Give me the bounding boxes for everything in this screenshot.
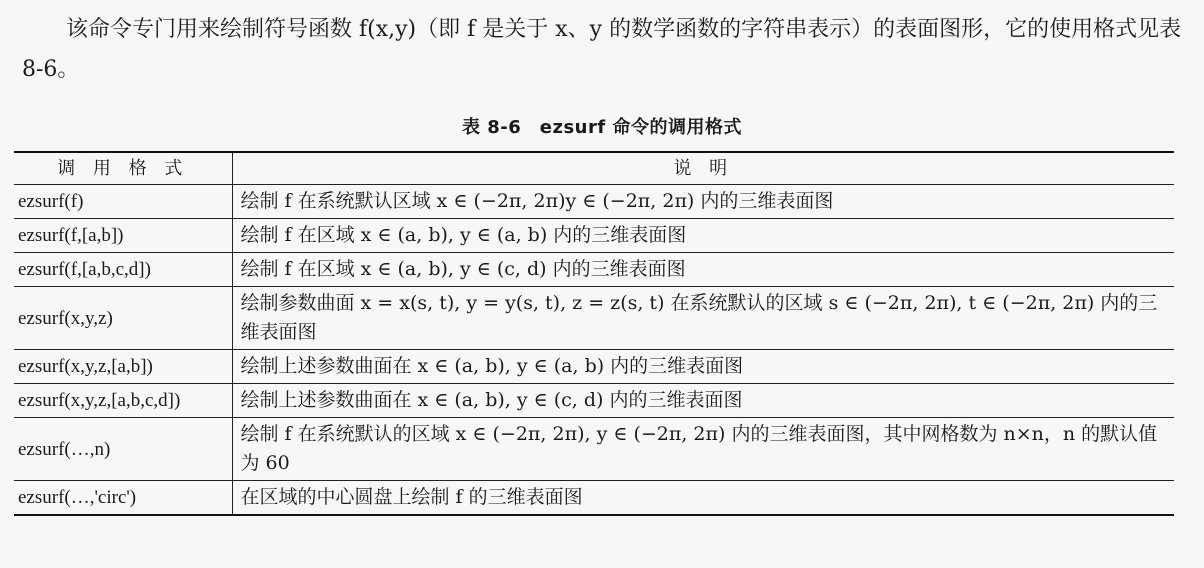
table-caption: 表 8-6 ezsurf 命令的调用格式 [462, 117, 742, 138]
table-row [14, 384, 1174, 418]
call-format-cell: ezsurf(x,y,z,[a,b,c,d]) [14, 384, 232, 418]
call-format-cell: ezsurf(x,y,z) [14, 287, 232, 350]
table-row [14, 219, 1174, 253]
call-format-cell: ezsurf(x,y,z,[a,b]) [14, 350, 232, 384]
description-cell: 绘制 f 在区域 x ∈ (a, b), y ∈ (a, b) 内的三维表面图 [232, 219, 1174, 253]
table-row [14, 185, 1174, 219]
ezsurf-format-table [14, 151, 1174, 516]
header-description: 说 明 [232, 152, 1174, 185]
table-row [14, 418, 1174, 481]
call-format-cell: ezsurf(f) [14, 185, 232, 219]
call-format-cell: ezsurf(…,n) [14, 418, 232, 481]
table-header-row [14, 152, 1174, 185]
description-cell: 绘制 f 在区域 x ∈ (a, b), y ∈ (c, d) 内的三维表面图 [232, 253, 1174, 287]
intro-paragraph [22, 10, 1182, 90]
header-call-format: 调 用 格 式 [14, 152, 232, 185]
table-row [14, 350, 1174, 384]
table-row [14, 287, 1174, 350]
description-cell: 绘制 f 在系统默认的区域 x ∈ (−2π, 2π), y ∈ (−2π, 2π) 内的三维表面图，其中网格数为 n×n，n 的默认值为 60 [232, 418, 1174, 481]
description-cell: 绘制 f 在系统默认区域 x ∈ (−2π, 2π)y ∈ (−2π, 2π) 内的三维表面图 [232, 185, 1174, 219]
table-row [14, 481, 1174, 516]
description-cell: 绘制上述参数曲面在 x ∈ (a, b), y ∈ (a, b) 内的三维表面图 [232, 350, 1174, 384]
description-cell: 绘制参数曲面 x = x(s, t), y = y(s, t), z = z(s, t) 在系统默认的区域 s ∈ (−2π, 2π), t ∈ (−2π, 2π) 内的三维表面图 [232, 287, 1174, 350]
description-cell: 在区域的中心圆盘上绘制 f 的三维表面图 [232, 481, 1174, 516]
intro-text: 该命令专门用来绘制符号函数 f(x,y)（即 f 是关于 x、y 的数学函数的字符串表示）的表面图形，它的使用格式见表 8-6。 [22, 17, 1182, 82]
description-cell: 绘制上述参数曲面在 x ∈ (a, b), y ∈ (c, d) 内的三维表面图 [232, 384, 1174, 418]
call-format-cell: ezsurf(f,[a,b,c,d]) [14, 253, 232, 287]
call-format-cell: ezsurf(f,[a,b]) [14, 219, 232, 253]
table-row [14, 253, 1174, 287]
call-format-cell: ezsurf(…,'circ') [14, 481, 232, 516]
